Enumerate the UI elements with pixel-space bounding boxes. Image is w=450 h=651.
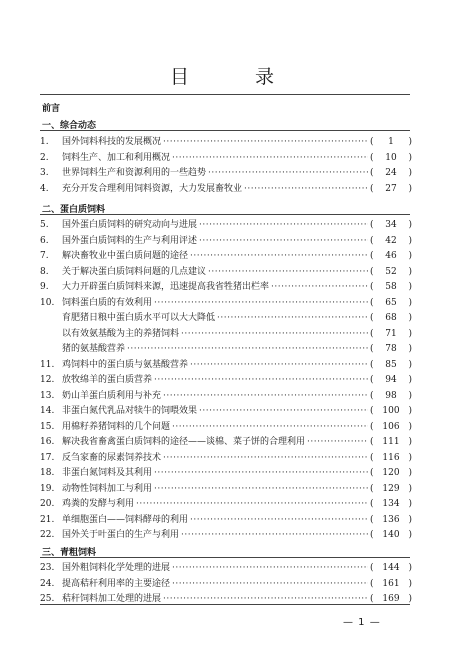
entry-title: 解决畜牧业中蛋白质问题的途径 [62,251,189,261]
paren-open: ( [370,183,374,194]
entry-title: 猪的氨基酸营养 [62,344,126,354]
entry-number: 16. [40,437,55,447]
toc-entry[interactable] [40,467,412,480]
paren-close: ) [408,359,412,370]
leader-dots [190,250,368,263]
paren-open: ( [370,220,374,230]
entry-number: 23. [40,563,55,573]
paren-close: ) [408,468,412,478]
toc-entry[interactable] [40,167,412,180]
paren-close: ) [408,499,412,509]
paren-close: ) [408,235,412,246]
paren-close: ) [408,594,412,604]
paren-close: ) [408,421,412,432]
paren-open: ( [370,468,374,478]
paren-close: ) [408,282,412,292]
page-ref: 100 [382,406,400,416]
entry-number: 20. [40,499,55,509]
paren-close: ) [408,437,412,447]
page-ref: 52 [385,266,397,277]
paren-close: ) [408,152,412,163]
paren-open: ( [370,483,374,494]
entry-title: 反刍家畜的尿素饲养技术 [62,452,162,463]
toc-entry[interactable] [40,374,412,387]
leader-dots [181,328,368,341]
paren-close: ) [408,251,412,261]
entry-number: 14. [40,406,55,416]
leader-dots [136,498,368,511]
paren-open: ( [370,328,374,339]
section-rule [40,214,410,215]
paren-close: ) [408,266,412,277]
paren-open: ( [370,499,374,509]
toc-entry[interactable] [40,266,412,279]
page-ref: 134 [382,499,400,509]
page-ref: 144 [382,563,400,573]
entry-title: 国外饲料科技的发展概况 [62,137,162,147]
paren-open: ( [370,421,374,432]
entry-number: 24. [40,578,55,589]
page-ref: 136 [382,514,400,525]
toc-entry[interactable] [40,219,412,232]
leader-dots [163,136,368,149]
paren-open: ( [370,375,374,385]
entry-title: 动物性饲料加工与利用 [62,483,153,494]
entry-number: 18. [40,468,55,478]
entry-number: 8. [40,266,49,277]
entry-number: 2. [40,152,49,163]
entry-title: 秸秆饲料加工处理的进展 [62,594,162,604]
paren-open: ( [370,235,374,246]
preface-heading: 前言 [42,104,61,114]
page-ref: 68 [385,313,397,323]
leader-dots [190,359,368,372]
paren-close: ) [408,328,412,339]
entry-title: 充分开发合理利用饲料资源，大力发展畜牧业 [62,183,243,194]
page-ref: 24 [385,168,397,178]
paren-open: ( [370,251,374,261]
entry-page [370,343,412,356]
bottom-rule [40,604,410,605]
toc-entry[interactable] [40,359,412,372]
page-ref: 42 [385,235,397,246]
entry-title: 国外蛋白质饲料的生产与利用评述 [62,235,198,246]
entry-number: 5. [40,220,49,230]
entry-title: 单细胞蛋白——饲料酵母的利用 [62,514,189,525]
entry-title: 奶山羊蛋白质利用与补充 [62,390,162,401]
entry-number: 9. [40,282,49,292]
entry-page [370,297,412,310]
paren-close: ) [408,137,412,147]
leader-dots [154,374,368,387]
leader-dots [163,452,368,465]
entry-title: 非蛋白氮饲料及其利用 [62,468,153,478]
page-ref: 169 [382,594,400,604]
entry-page [370,467,412,480]
entry-page [370,266,412,279]
entry-number: 1. [40,137,49,147]
leader-dots [172,421,368,434]
paren-open: ( [370,390,374,401]
entry-number: 6. [40,235,49,246]
paren-open: ( [370,313,374,323]
page-ref: 85 [385,359,397,370]
page-ref: 161 [382,578,400,589]
page-ref: 129 [382,483,400,494]
section-heading: 一、综合动态 [42,121,97,131]
entry-page [370,436,412,449]
entry-page [370,514,412,527]
entry-title: 非蛋白氮代乳品对犊牛的饲喂效果 [62,406,198,416]
paren-close: ) [408,483,412,494]
entry-number: 22. [40,530,55,540]
entry-title: 国外粗饲料化学处理的进展 [62,563,171,573]
toc-entry[interactable] [40,281,412,294]
leader-dots [181,529,368,542]
leader-dots [154,467,368,480]
leader-dots [127,343,368,356]
leader-dots [154,297,368,310]
entry-page [370,183,412,196]
toc-entry[interactable] [40,328,412,341]
page-ref: 1 [388,137,394,147]
page-ref: 27 [385,183,397,194]
paren-close: ) [408,514,412,525]
entry-title: 鸡粪的发酵与利用 [62,499,135,509]
paren-open: ( [370,563,374,573]
entry-page [370,152,412,165]
toc-entry[interactable] [40,436,412,449]
entry-page [370,374,412,387]
entry-number: 21. [40,514,55,525]
leader-dots [307,436,368,449]
entry-number: 11. [40,359,55,370]
entry-page [370,390,412,403]
entry-page [370,452,412,465]
section-rule [40,557,410,558]
page-ref: 140 [382,530,400,540]
entry-title: 饲料生产、加工和利用概况 [62,152,171,163]
leader-dots [199,235,368,248]
paren-open: ( [370,266,374,277]
entry-title: 以有效氨基酸为主的养猪饲料 [62,328,180,339]
entry-page [370,405,412,418]
paren-open: ( [370,578,374,589]
paren-close: ) [408,530,412,540]
leader-dots [199,219,368,232]
leader-dots [163,390,368,403]
page-ref: 111 [382,437,400,447]
paren-open: ( [370,168,374,178]
entry-number: 17. [40,452,55,463]
section-heading: 三、青粗饲料 [42,548,97,558]
page-ref: 94 [385,375,397,385]
entry-title: 放牧绵羊的蛋白质营养 [62,375,153,385]
entry-number: 3. [40,168,49,178]
entry-page [370,312,412,325]
entry-number: 13. [40,390,55,401]
leader-dots [172,152,368,165]
toc-entry[interactable] [40,421,412,434]
page-ref: 10 [385,152,397,163]
leader-dots [154,483,368,496]
paren-open: ( [370,282,374,292]
page-ref: 98 [385,390,397,401]
toc-entry[interactable] [40,297,412,310]
section-rule [40,130,410,131]
paren-close: ) [408,578,412,589]
page-ref: 34 [385,220,397,230]
entry-page [370,136,412,149]
entry-title: 世界饲料生产和资源利用的一些趋势 [62,168,207,178]
toc-entry[interactable] [40,405,412,418]
entry-page [370,328,412,341]
entry-page [370,250,412,263]
paren-open: ( [370,359,374,370]
paren-open: ( [370,137,374,147]
entry-page [370,281,412,294]
paren-close: ) [408,406,412,416]
page-title: 目 录 [169,66,305,88]
page-ref: 116 [382,452,400,463]
toc-entry[interactable] [40,152,412,165]
paren-close: ) [408,183,412,194]
section-heading: 二、蛋白质饲料 [42,205,106,215]
leader-dots [172,562,368,575]
top-rule [40,94,410,95]
toc-entry[interactable] [40,343,412,356]
entry-number: 15. [40,421,55,432]
page-ref: 65 [385,297,397,308]
leader-dots [217,312,368,325]
paren-close: ) [408,390,412,401]
paren-close: ) [408,297,412,308]
paren-close: ) [408,220,412,230]
toc-entry[interactable] [40,183,412,196]
entry-title: 鸡饲料中的蛋白质与氨基酸营养 [62,359,189,370]
entry-title: 关于解决蛋白质饲料问题的几点建议 [62,266,207,277]
page-number: — 1 — [343,617,381,628]
toc-entry[interactable] [40,136,412,149]
page-ref: 58 [385,282,397,292]
entry-title: 解决我省畜禽蛋白质饲料的途径——谈棉、菜子饼的合理利用 [62,437,306,447]
entry-page [370,167,412,180]
entry-page [370,219,412,232]
page-ref: 120 [382,468,400,478]
page-ref: 106 [382,421,400,432]
toc-entry[interactable] [40,452,412,465]
paren-open: ( [370,344,374,354]
paren-open: ( [370,530,374,540]
paren-open: ( [370,406,374,416]
toc-entry[interactable] [40,312,412,325]
toc-entry[interactable] [40,483,412,496]
leader-dots [190,514,368,527]
leader-dots [199,405,368,418]
leader-dots [172,578,368,591]
entry-page [370,359,412,372]
toc-entry[interactable] [40,250,412,263]
paren-open: ( [370,452,374,463]
toc-entry[interactable] [40,498,412,511]
paren-open: ( [370,594,374,604]
paren-open: ( [370,437,374,447]
entry-title: 大力开辟蛋白质饲料来源，迅速提高我省牲猪出栏率 [62,282,270,292]
entry-title: 国外关于叶蛋白的生产与利用 [62,530,180,540]
entry-page [370,529,412,542]
leader-dots [244,183,368,196]
page-ref: 46 [385,251,397,261]
entry-page [370,562,412,575]
toc-entry[interactable] [40,514,412,527]
paren-close: ) [408,452,412,463]
toc-entry[interactable] [40,390,412,403]
paren-close: ) [408,168,412,178]
entry-title: 饲料蛋白质的有效利用 [62,297,153,308]
entry-title: 国外蛋白质饲料的研究动向与进展 [62,220,198,230]
paren-close: ) [408,313,412,323]
toc-entry[interactable] [40,235,412,248]
entry-page [370,235,412,248]
toc-entry[interactable] [40,529,412,542]
paren-close: ) [408,563,412,573]
leader-dots [271,281,368,294]
entry-number: 19. [40,483,55,494]
entry-title: 用棉籽养猪饲料的几个问题 [62,421,171,432]
paren-close: ) [408,344,412,354]
paren-open: ( [370,297,374,308]
page-ref: 71 [385,328,397,339]
entry-number: 4. [40,183,49,194]
entry-title: 提高秸秆利用率的主要途径 [62,578,171,589]
entry-number: 12. [40,375,55,385]
entry-number: 7. [40,251,49,261]
leader-dots [208,266,368,279]
toc-entry[interactable] [40,562,412,575]
entry-title: 育肥猪日粮中蛋白质水平可以大大降低 [62,313,216,323]
entry-number: 10. [40,297,55,308]
toc-entry[interactable] [40,578,412,591]
paren-open: ( [370,514,374,525]
entry-page [370,483,412,496]
leader-dots [208,167,368,180]
entry-page [370,421,412,434]
entry-page [370,498,412,511]
page-ref: 78 [385,344,397,354]
paren-open: ( [370,152,374,163]
entry-number: 25. [40,594,55,604]
entry-page [370,578,412,591]
paren-close: ) [408,375,412,385]
